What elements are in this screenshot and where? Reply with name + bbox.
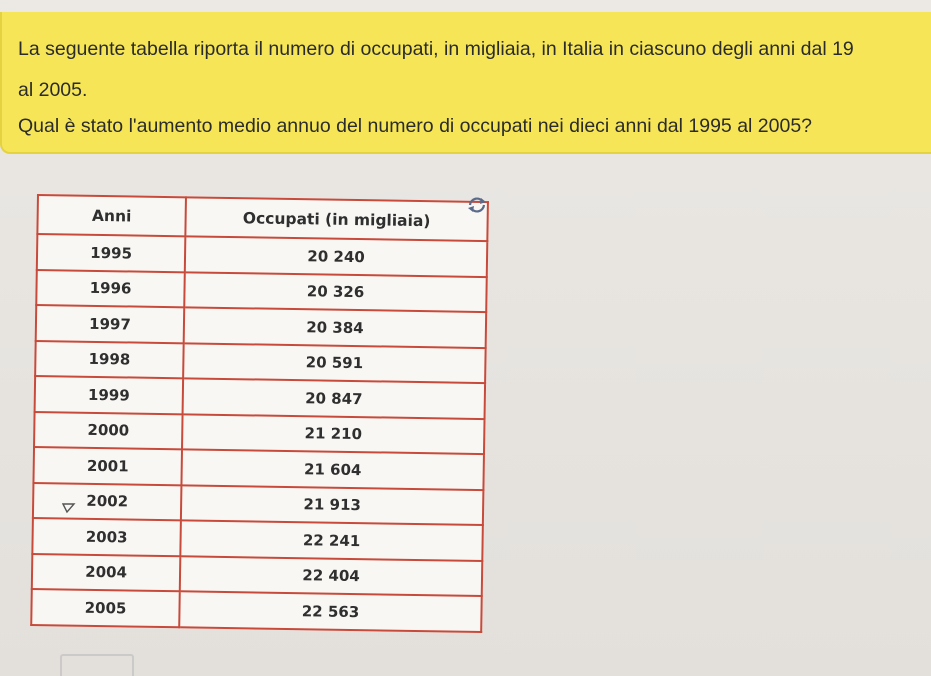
exercise-line-2: al 2005. — [18, 79, 88, 101]
value-cell: 21 913 — [181, 485, 483, 525]
value-cell: 20 847 — [183, 378, 485, 418]
value-cell: 22 241 — [180, 520, 482, 560]
year-cell: 1999 — [35, 376, 184, 414]
cursor-icon — [62, 502, 76, 514]
header-years: Anni — [37, 195, 186, 236]
table-row — [31, 589, 482, 632]
value-cell: 20 240 — [185, 236, 487, 276]
refresh-icon[interactable] — [466, 196, 488, 214]
year-cell: 1997 — [36, 305, 185, 343]
value-cell: 21 210 — [182, 414, 484, 454]
data-table-container — [30, 194, 492, 656]
year-cell: 2003 — [32, 518, 181, 556]
value-cell: 20 384 — [184, 307, 486, 347]
year-cell: 1995 — [37, 234, 186, 272]
next-item-edge — [60, 654, 134, 676]
header-employed: Occupati (in migliaia) — [185, 197, 487, 241]
year-cell: 2004 — [32, 553, 181, 591]
exercise-box — [0, 12, 931, 154]
value-cell: 20 326 — [184, 272, 486, 312]
year-cell: 2001 — [33, 447, 182, 485]
year-cell: 2000 — [34, 411, 183, 449]
year-cell: 2005 — [31, 589, 180, 627]
year-cell: 2002 — [33, 482, 182, 520]
exercise-line-1: La seguente tabella riporta il numero di occupati, in migliaia, in Italia in ciascuno degli anni dal 19 — [18, 38, 854, 60]
value-cell: 22 404 — [180, 556, 482, 596]
year-cell: 1998 — [35, 340, 184, 378]
value-cell: 20 591 — [183, 343, 485, 383]
value-cell: 21 604 — [182, 449, 484, 489]
value-cell: 22 563 — [179, 591, 481, 631]
employment-table — [30, 194, 489, 633]
exercise-question: Qual è stato l'aumento medio annuo del numero di occupati nei dieci anni dal 1995 al 2005? — [18, 115, 813, 137]
year-cell: 1996 — [36, 270, 185, 308]
